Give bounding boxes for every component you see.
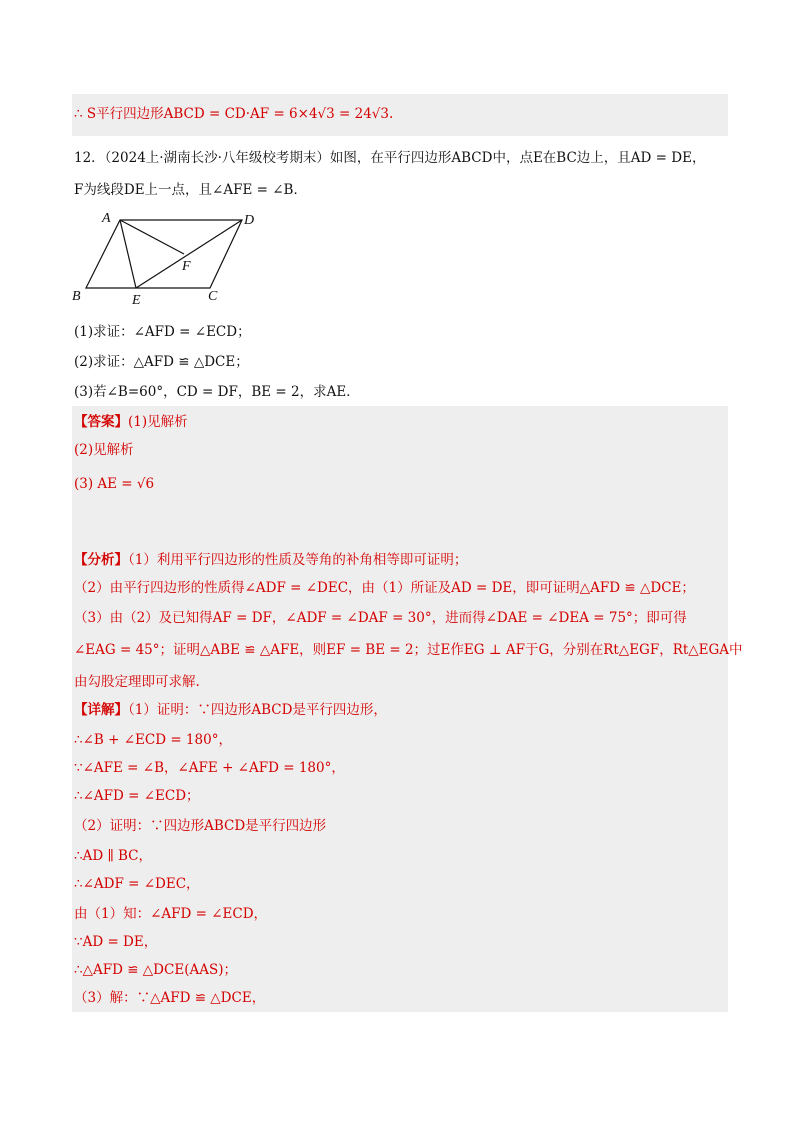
label-c: C (208, 289, 218, 304)
question-part-1: (1)求证：∠AFD = ∠ECD； (74, 324, 251, 340)
detail-line-2: ∴∠B + ∠ECD = 180°， (74, 732, 232, 748)
top-formula: ∴ S平行四边形ABCD = CD·AF = 6×4√3 = 24√3. (74, 106, 394, 122)
analysis-line-4: ∠EAG = 45°；证明△ABE ≌ △AFE，则EF = BE = 2；过E作EG ⊥ AF于G，分别在Rt△EGF，Rt△EGA中 (74, 642, 743, 658)
parallelogram-abcd (86, 220, 242, 288)
detail-line-8: 由（1）知：∠AFD = ∠ECD， (74, 906, 268, 922)
detail-text-1: （1）证明：∵四边形ABCD是平行四边形， (128, 702, 387, 718)
detail-line-7: ∴∠ADF = ∠DEC， (74, 876, 200, 892)
detail-line-11: （3）解：∵△AFD ≌ △DCE， (74, 990, 266, 1006)
detail-line-3: ∵∠AFE = ∠B，∠AFE + ∠AFD = 180°， (74, 760, 345, 776)
answer-tag: 【答案】 (74, 414, 128, 430)
parallelogram-figure (70, 208, 270, 308)
detail-tag: 【详解】 (74, 702, 128, 718)
analysis-text-1: （1）利用平行四边形的性质及等角的补角相等即可证明； (128, 552, 468, 568)
analysis-tag: 【分析】 (74, 552, 128, 568)
question-part-3: (3)若∠B=60°，CD = DF，BE = 2，求AE． (74, 384, 360, 400)
label-f: F (182, 259, 191, 274)
label-e: E (132, 293, 141, 308)
segment-ae (120, 220, 136, 288)
question-part-2: (2)求证：△AFD ≌ △DCE； (74, 354, 249, 370)
analysis-line-1 (74, 550, 467, 570)
detail-line-4: ∴∠AFD = ∠ECD； (74, 788, 200, 804)
answer-line-1 (74, 412, 188, 432)
answer-1: (1)见解析 (128, 414, 188, 430)
segment-af (120, 220, 184, 254)
answer-3: (3) AE = √6 (74, 476, 155, 492)
detail-line-1 (74, 700, 387, 720)
detail-line-9: ∵AD = DE， (74, 934, 158, 950)
analysis-line-2: （2）由平行四边形的性质得∠ADF = ∠DEC，由（1）所证及AD = DE，即可证明△AFD ≌ △DCE； (74, 580, 695, 596)
label-b: B (72, 289, 81, 304)
detail-line-5: （2）证明：∵四边形ABCD是平行四边形 (74, 818, 327, 834)
label-d: D (244, 213, 255, 228)
analysis-line-3: （3）由（2）及已知得AF = DF，∠ADF = ∠DAF = 30°，进而得∠DAE = ∠DEA = 75°；即可得 (74, 610, 687, 626)
detail-line-10: ∴△AFD ≌ △DCE(AAS)； (74, 962, 237, 978)
question-line-2: F为线段DE上一点，且∠AFE = ∠B． (74, 182, 307, 198)
question-line-1: 12．（2024上·湖南长沙·八年级校考期末）如图，在平行四边形ABCD中，点E在BC边上，且AD = DE， (74, 150, 706, 166)
detail-line-6: ∴AD ∥ BC， (74, 848, 152, 864)
answer-2: (2)见解析 (74, 442, 134, 458)
analysis-line-5: 由勾股定理即可求解. (74, 674, 200, 690)
label-a: A (102, 211, 111, 226)
